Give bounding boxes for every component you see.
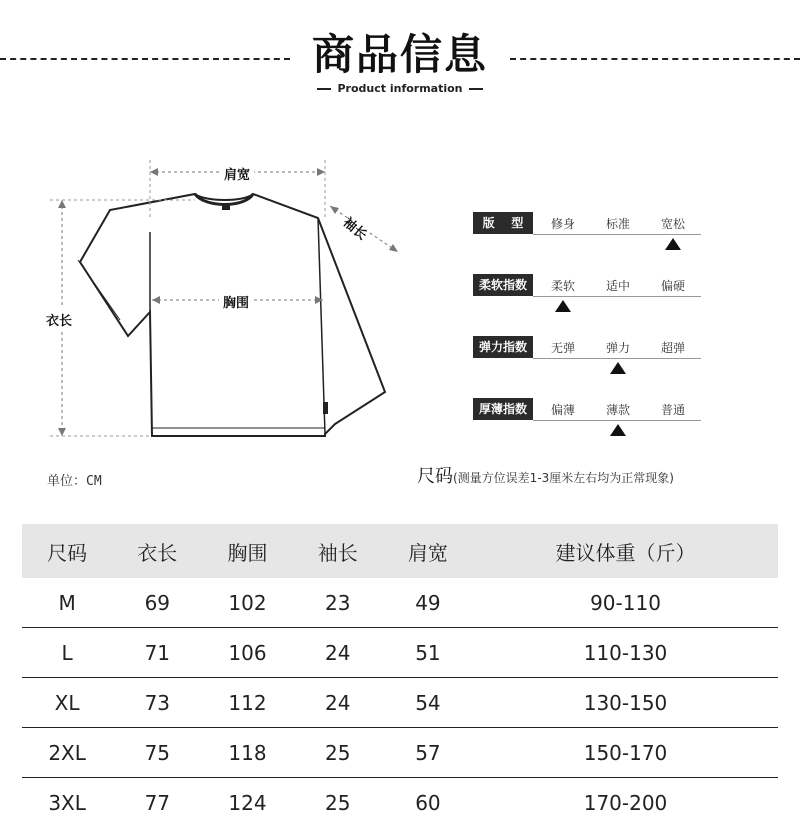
- tshirt-diagram: [0, 140, 420, 450]
- attribute-scale-line: [533, 358, 701, 359]
- attribute-option: 适中: [606, 277, 630, 294]
- selected-arrow-icon: [555, 300, 571, 312]
- selected-arrow-icon: [665, 238, 681, 250]
- table-row: [22, 628, 778, 678]
- table-cell: 54: [383, 678, 473, 728]
- attribute-name: 版 型: [473, 212, 533, 234]
- column-header: 建议体重（斤）: [473, 524, 778, 578]
- table-cell: 75: [112, 728, 202, 778]
- table-cell: 150-170: [473, 728, 778, 778]
- attribute-option: 偏硬: [661, 277, 685, 294]
- attribute-option: 薄款: [606, 401, 630, 418]
- table-cell: 57: [383, 728, 473, 778]
- size-table-header: [22, 524, 778, 578]
- column-header: 衣长: [112, 524, 202, 578]
- unit-label: 单位：CM: [47, 470, 102, 489]
- table-cell: L: [22, 628, 112, 678]
- column-header: 肩宽: [383, 524, 473, 578]
- column-header: 胸围: [202, 524, 292, 578]
- attribute-scale-line: [533, 296, 701, 297]
- attribute-scale-line: [533, 234, 701, 235]
- size-table: [22, 524, 778, 827]
- table-cell: 25: [293, 728, 383, 778]
- table-cell: 2XL: [22, 728, 112, 778]
- attribute-name: 弹力指数: [473, 336, 533, 358]
- attribute-option: 超弹: [661, 339, 685, 356]
- chest-label: 胸围: [219, 292, 253, 311]
- table-cell: 110-130: [473, 628, 778, 678]
- table-cell: 112: [202, 678, 292, 728]
- attribute-row: [473, 212, 701, 234]
- attribute-row: [473, 274, 701, 296]
- table-cell: 124: [202, 778, 292, 827]
- selected-arrow-icon: [610, 362, 626, 374]
- attribute-option: 普通: [661, 401, 685, 418]
- table-cell: 71: [112, 628, 202, 678]
- table-cell: 49: [383, 578, 473, 628]
- page-subtitle: Product information: [0, 82, 800, 95]
- table-cell: 69: [112, 578, 202, 628]
- selected-arrow-icon: [610, 424, 626, 436]
- table-cell: 130-150: [473, 678, 778, 728]
- table-cell: 60: [383, 778, 473, 827]
- page-title: 商品信息: [0, 22, 800, 82]
- body-length-label: 衣长: [46, 308, 72, 331]
- attribute-name: 厚薄指数: [473, 398, 533, 420]
- attribute-name: 柔软指数: [473, 274, 533, 296]
- table-cell: 25: [293, 778, 383, 827]
- attribute-option: 修身: [551, 215, 575, 232]
- attribute-option: 弹力: [606, 339, 630, 356]
- table-cell: 102: [202, 578, 292, 628]
- attribute-option: 偏薄: [551, 401, 575, 418]
- attribute-scale-line: [533, 420, 701, 421]
- table-cell: M: [22, 578, 112, 628]
- attribute-option: 宽松: [661, 215, 685, 232]
- column-header: 袖长: [293, 524, 383, 578]
- table-cell: 51: [383, 628, 473, 678]
- table-row: [22, 578, 778, 628]
- table-row: [22, 778, 778, 827]
- sleeve-length-label: 袖长: [340, 212, 372, 243]
- table-cell: 23: [293, 578, 383, 628]
- table-cell: XL: [22, 678, 112, 728]
- table-cell: 24: [293, 678, 383, 728]
- shoulder-width-label: 肩宽: [220, 164, 254, 183]
- table-cell: 170-200: [473, 778, 778, 827]
- table-cell: 3XL: [22, 778, 112, 827]
- attribute-option: 无弹: [551, 339, 575, 356]
- size-note: 尺码(测量方位误差1-3厘米左右均为正常现象): [417, 462, 674, 488]
- table-cell: 24: [293, 628, 383, 678]
- table-row: [22, 678, 778, 728]
- table-cell: 90-110: [473, 578, 778, 628]
- attribute-row: [473, 398, 701, 420]
- table-cell: 73: [112, 678, 202, 728]
- table-cell: 106: [202, 628, 292, 678]
- table-cell: 77: [112, 778, 202, 827]
- column-header: 尺码: [22, 524, 112, 578]
- attribute-option: 柔软: [551, 277, 575, 294]
- attribute-option: 标准: [606, 215, 630, 232]
- table-cell: 118: [202, 728, 292, 778]
- table-row: [22, 728, 778, 778]
- attribute-row: [473, 336, 701, 358]
